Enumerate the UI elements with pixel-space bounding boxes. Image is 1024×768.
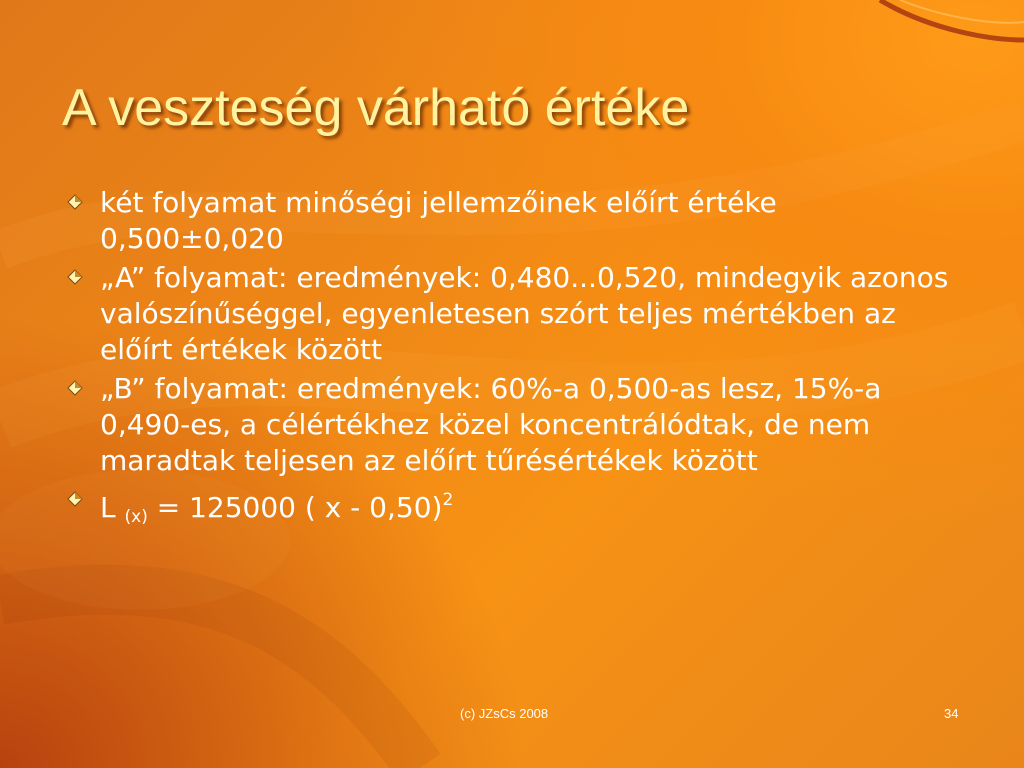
- slide-number: 34: [944, 706, 959, 721]
- slide-title: A veszteség várható értéke: [62, 79, 690, 137]
- formula-superscript: 2: [442, 490, 454, 510]
- bullet-text: két folyamat minőségi jellemzőinek előírt értéke 0,500±0,020: [100, 186, 777, 255]
- bullet-list: [62, 185, 962, 538]
- bullet-item: [62, 185, 962, 257]
- diamond-bullet-icon: [67, 380, 83, 396]
- diamond-bullet-icon: [67, 491, 83, 507]
- bullet-text: „B” folyamat: eredmények: 60%-a 0,500-as lesz, 15%-a 0,490-es, a célértékhez közel koncentrálódtak, de nem maradtak teljesen az előírt tűrésértékek között: [100, 372, 882, 477]
- bullet-item: [62, 371, 962, 479]
- formula-subscript: (x): [124, 507, 148, 527]
- formula-text: [100, 490, 454, 527]
- footer-copyright: (c) JZsCs 2008: [460, 706, 549, 721]
- diamond-bullet-icon: [67, 269, 83, 285]
- bullet-text: „A” folyamat: eredmények: 0,480...0,520, mindegyik azonos valószínűséggel, egyenletesen szórt teljes mértékben az előírt értékek között: [100, 261, 949, 366]
- bullet-item: [62, 482, 962, 535]
- diamond-bullet-icon: [67, 194, 83, 210]
- formula-rest: = 125000 ( x - 0,50): [147, 491, 443, 524]
- bullet-item: [62, 260, 962, 368]
- formula-main: L: [100, 491, 125, 524]
